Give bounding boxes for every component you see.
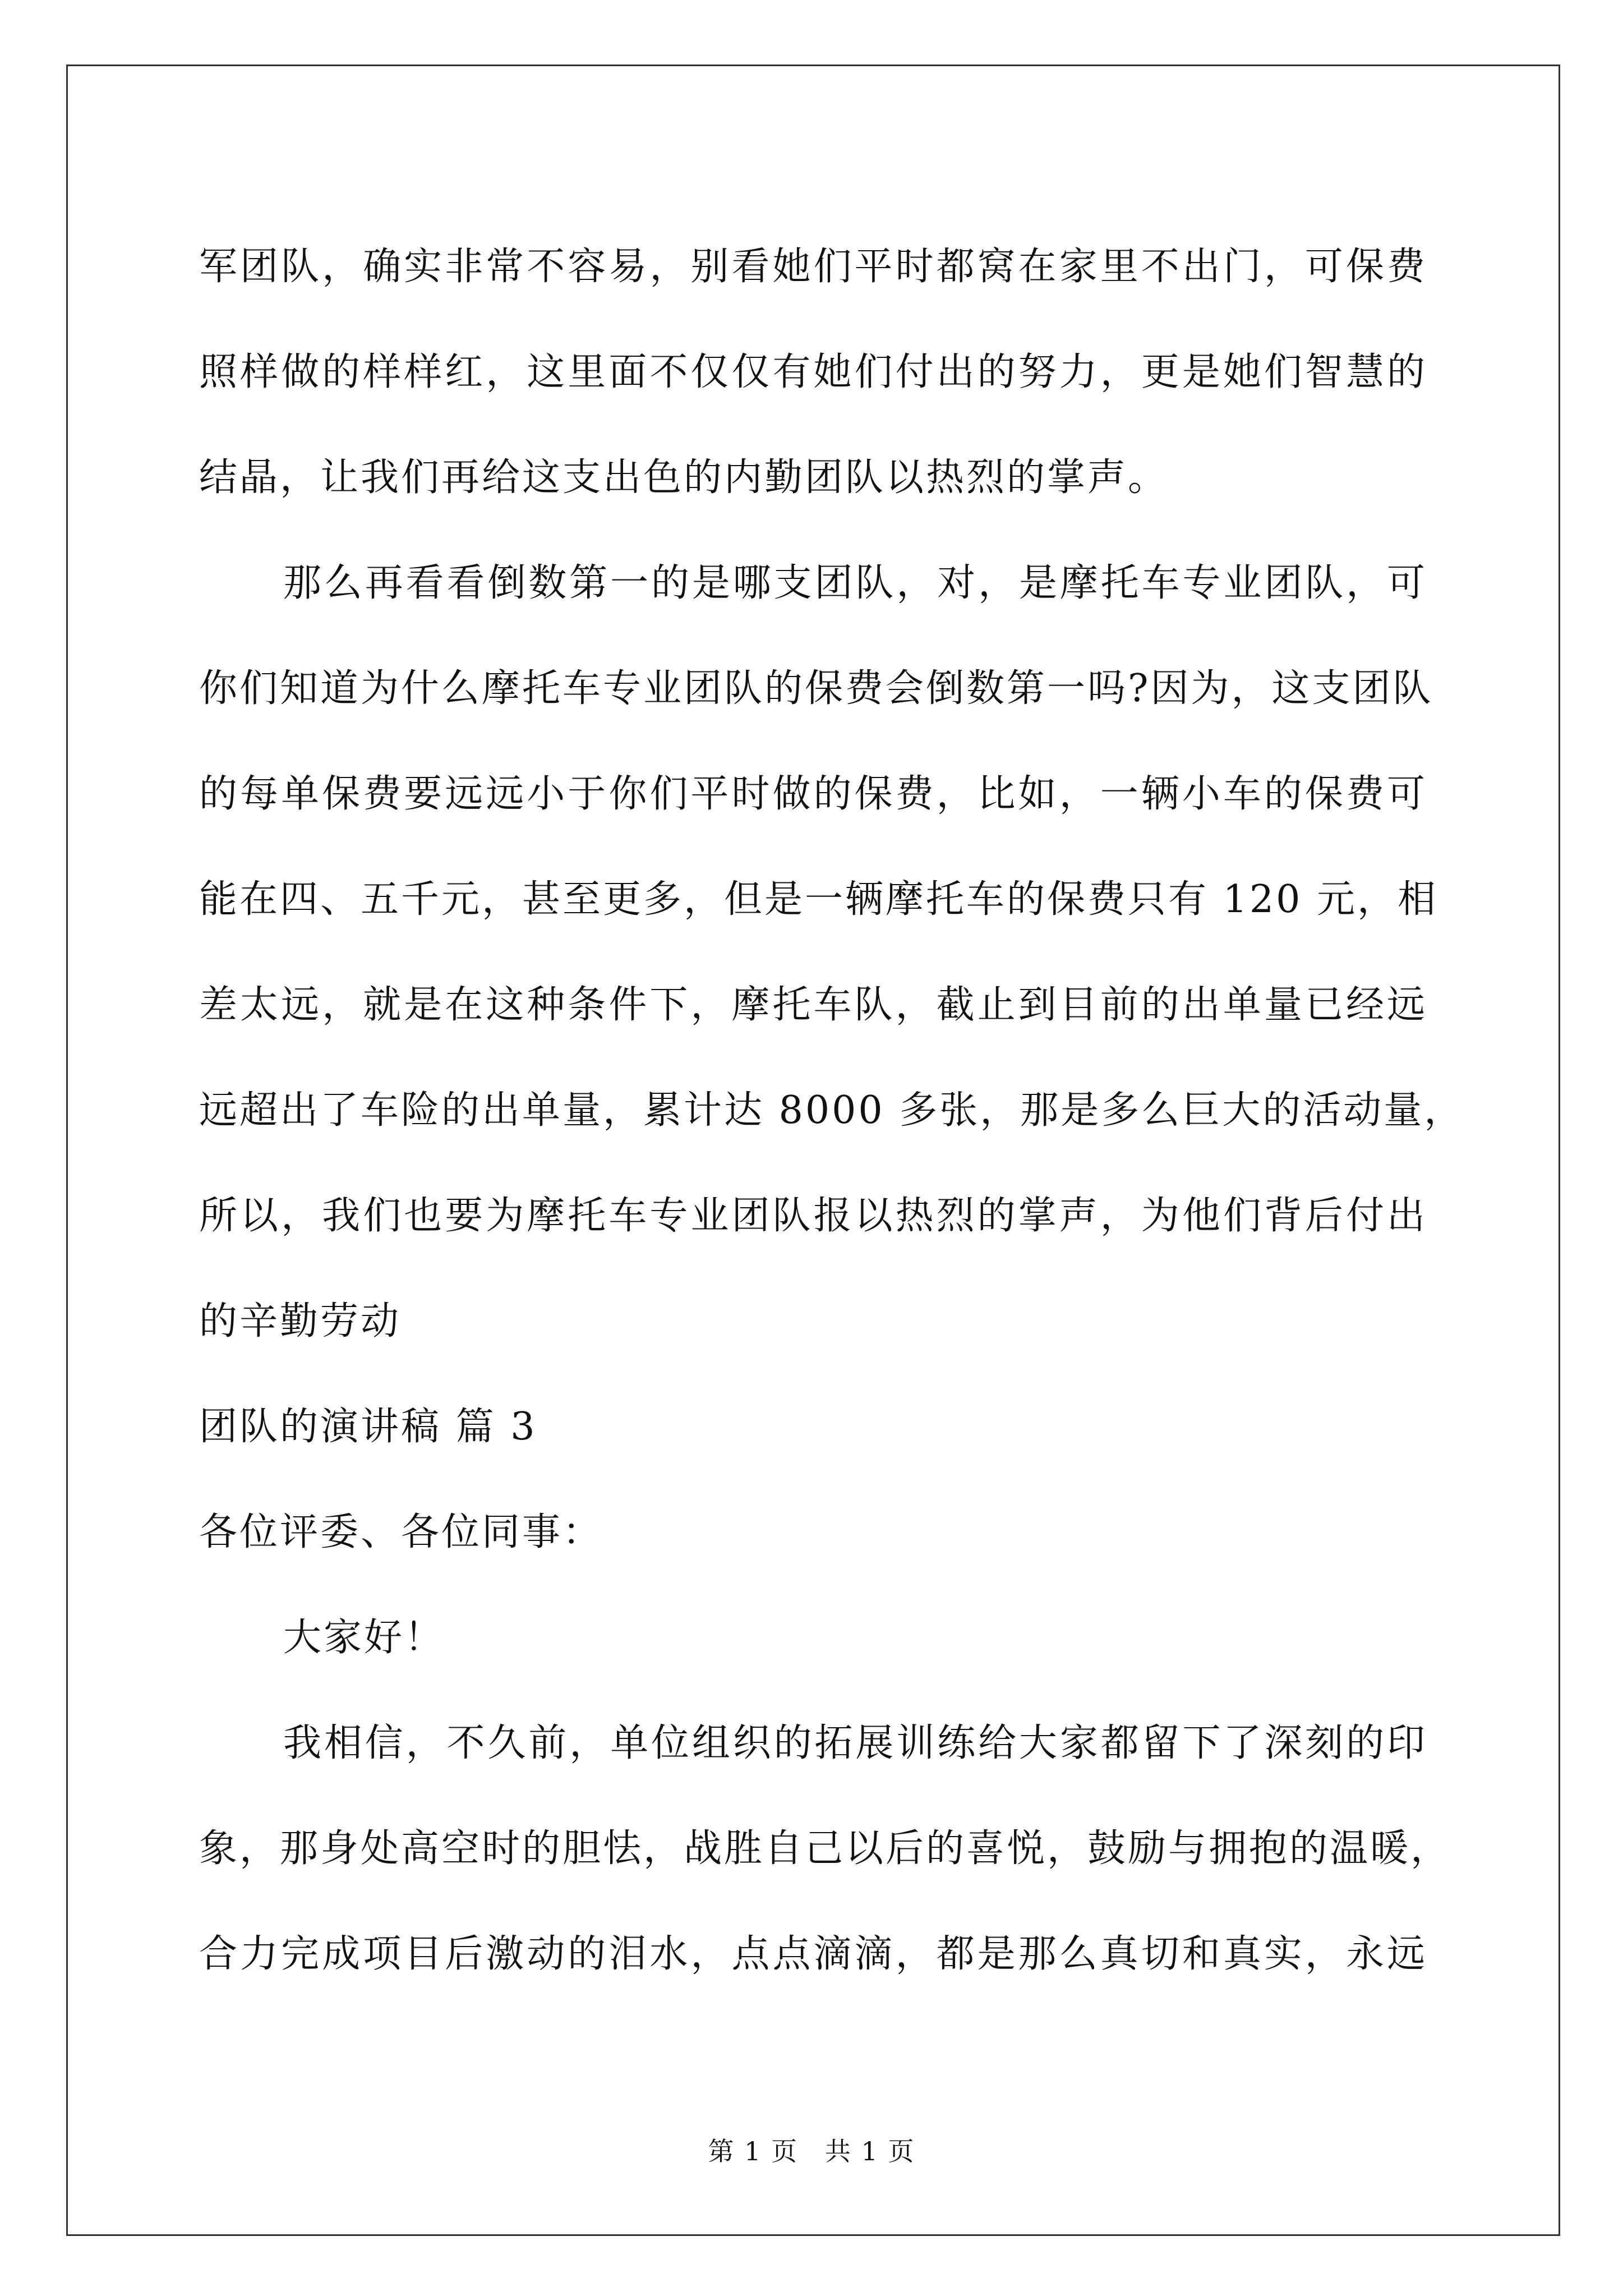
paragraph-line: 照样做的样样红，这里面不仅仅有她们付出的努力，更是她们智慧的: [199, 350, 1427, 394]
paragraph-line: 远超出了车险的出单量，累计达 8000 多张，那是多么巨大的活动量，: [199, 1088, 1465, 1133]
salutation: 各位评委、各位同事：: [199, 1510, 603, 1554]
paragraph-line: 能在四、五千元，甚至更多，但是一辆摩托车的保费只有 120 元，相: [199, 877, 1438, 922]
paragraph-line: 象，那身处高空时的胆怯，战胜自己以后的喜悦，鼓励与拥抱的温暖，: [199, 1826, 1451, 1871]
paragraph-line: 合力完成项目后激动的泪水，点点滴滴，都是那么真切和真实，永远: [199, 1932, 1427, 1976]
paragraph-line: 的辛勤劳动: [199, 1299, 402, 1343]
paragraph-line: 差太远，就是在这种条件下，摩托车队，截止到目前的出单量已经远: [199, 983, 1427, 1027]
paragraph-line: 我相信，不久前，单位组织的拓展训练给大家都留下了深刻的印: [283, 1721, 1427, 1765]
section-heading: 团队的演讲稿 篇 3: [199, 1405, 537, 1449]
document-body: [199, 214, 1465, 2007]
page-number: 第 1 页 共 1 页: [708, 2136, 915, 2166]
paragraph-line: 所以，我们也要为摩托车专业团队报以热烈的掌声，为他们背后付出: [199, 1194, 1427, 1238]
paragraph-line: 结晶，让我们再给这支出色的内勤团队以热烈的掌声。: [199, 455, 1169, 500]
greeting: 大家好！: [283, 1616, 445, 1660]
paragraph-line: 你们知道为什么摩托车专业团队的保费会倒数第一吗?因为，这支团队: [199, 666, 1433, 711]
paragraph-line: 的每单保费要远远小于你们平时做的保费，比如，一辆小车的保费可: [199, 772, 1427, 816]
paragraph-line: 军团队，确实非常不容易，别看她们平时都窝在家里不出门，可保费: [199, 245, 1427, 289]
paragraph-line: 那么再看看倒数第一的是哪支团队，对，是摩托车专业团队，可: [283, 561, 1427, 605]
